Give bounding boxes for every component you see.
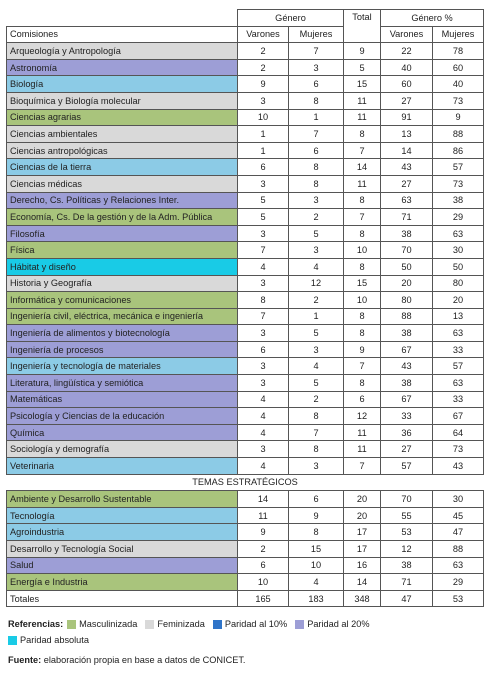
mujeres-pct-header: Mujeres [433, 26, 484, 43]
totals-varones-pct: 47 [381, 590, 433, 607]
row-mujeres: 3 [289, 192, 344, 209]
row-name: Ciencias antropológicas [7, 142, 238, 159]
row-mujeres-pct: 9 [433, 109, 484, 126]
row-mujeres-pct: 45 [433, 507, 484, 524]
table-row [7, 175, 484, 192]
row-varones-pct: 88 [381, 308, 433, 325]
row-varones: 9 [238, 76, 289, 93]
row-mujeres: 8 [289, 524, 344, 541]
row-varones: 7 [238, 308, 289, 325]
row-name: Ingeniería civil, eléctrica, mecánica e ingeniería [7, 308, 238, 325]
row-varones: 1 [238, 142, 289, 159]
row-mujeres-pct: 67 [433, 408, 484, 425]
table-row [7, 59, 484, 76]
row-mujeres-pct: 20 [433, 292, 484, 309]
row-total: 5 [344, 59, 381, 76]
row-mujeres-pct: 40 [433, 76, 484, 93]
table-row [7, 308, 484, 325]
legend-label-paridad-10: Paridad al 10% [224, 619, 288, 629]
row-mujeres-pct: 63 [433, 325, 484, 342]
row-mujeres-pct: 38 [433, 192, 484, 209]
row-varones-pct: 27 [381, 92, 433, 109]
row-total: 8 [344, 375, 381, 392]
totals-label: Totales [7, 590, 238, 607]
table-row [7, 341, 484, 358]
table-row [7, 76, 484, 93]
genero-pct-header: Género % [381, 10, 484, 27]
varones-header: Varones [238, 26, 289, 43]
row-mujeres: 9 [289, 507, 344, 524]
source-label: Fuente: [8, 655, 42, 665]
row-mujeres: 6 [289, 491, 344, 508]
row-name: Química [7, 424, 238, 441]
row-varones-pct: 71 [381, 209, 433, 226]
row-varones: 2 [238, 59, 289, 76]
row-total: 8 [344, 225, 381, 242]
row-mujeres: 5 [289, 225, 344, 242]
row-total: 7 [344, 142, 381, 159]
row-mujeres: 1 [289, 308, 344, 325]
row-name: Arqueología y Antropología [7, 43, 238, 60]
legend-line-1 [8, 617, 378, 631]
row-varones-pct: 13 [381, 126, 433, 143]
row-total: 11 [344, 441, 381, 458]
row-varones-pct: 22 [381, 43, 433, 60]
row-varones: 10 [238, 109, 289, 126]
row-mujeres-pct: 33 [433, 391, 484, 408]
source-note [8, 655, 245, 665]
row-varones-pct: 63 [381, 192, 433, 209]
row-mujeres: 5 [289, 325, 344, 342]
row-name: Ingeniería de procesos [7, 341, 238, 358]
row-varones-pct: 14 [381, 142, 433, 159]
table-row [7, 541, 484, 558]
row-varones-pct: 12 [381, 541, 433, 558]
comisiones-body [7, 43, 484, 474]
table-row [7, 391, 484, 408]
row-total: 7 [344, 458, 381, 475]
row-name: Tecnología [7, 507, 238, 524]
row-name: Informática y comunicaciones [7, 292, 238, 309]
row-total: 7 [344, 358, 381, 375]
row-mujeres: 8 [289, 159, 344, 176]
legend-item-feminizada [145, 617, 205, 631]
row-varones: 10 [238, 574, 289, 591]
row-total: 11 [344, 424, 381, 441]
row-name: Sociología y demografía [7, 441, 238, 458]
table-row [7, 408, 484, 425]
row-total: 11 [344, 109, 381, 126]
row-varones-pct: 33 [381, 408, 433, 425]
row-varones-pct: 60 [381, 76, 433, 93]
section-row [7, 474, 484, 491]
row-name: Ingeniería y tecnología de materiales [7, 358, 238, 375]
row-varones-pct: 91 [381, 109, 433, 126]
row-mujeres-pct: 29 [433, 574, 484, 591]
row-total: 12 [344, 408, 381, 425]
row-varones-pct: 43 [381, 358, 433, 375]
row-total: 20 [344, 507, 381, 524]
totals-mujeres-pct: 53 [433, 590, 484, 607]
varones-pct-header: Varones [381, 26, 433, 43]
row-name: Astronomía [7, 59, 238, 76]
row-mujeres-pct: 13 [433, 308, 484, 325]
table-row [7, 507, 484, 524]
row-mujeres: 3 [289, 242, 344, 259]
row-varones: 3 [238, 358, 289, 375]
row-total: 11 [344, 92, 381, 109]
table-row [7, 159, 484, 176]
row-varones: 6 [238, 341, 289, 358]
table-row [7, 557, 484, 574]
row-varones: 3 [238, 92, 289, 109]
row-varones-pct: 27 [381, 441, 433, 458]
row-varones: 14 [238, 491, 289, 508]
table-row [7, 325, 484, 342]
row-mujeres: 10 [289, 557, 344, 574]
row-mujeres: 7 [289, 43, 344, 60]
row-varones: 6 [238, 159, 289, 176]
row-total: 8 [344, 192, 381, 209]
row-total: 9 [344, 43, 381, 60]
row-mujeres: 8 [289, 92, 344, 109]
table-row [7, 109, 484, 126]
row-mujeres-pct: 47 [433, 524, 484, 541]
row-mujeres: 5 [289, 375, 344, 392]
row-name: Hábitat y diseño [7, 258, 238, 275]
row-varones-pct: 57 [381, 458, 433, 475]
comisiones-header: Comisiones [7, 26, 238, 43]
row-varones: 7 [238, 242, 289, 259]
row-name: Salud [7, 557, 238, 574]
row-name: Filosofía [7, 225, 238, 242]
row-mujeres-pct: 73 [433, 175, 484, 192]
table-row [7, 242, 484, 259]
table-row [7, 441, 484, 458]
row-name: Historia y Geografía [7, 275, 238, 292]
row-total: 15 [344, 275, 381, 292]
row-varones: 1 [238, 126, 289, 143]
row-mujeres: 7 [289, 424, 344, 441]
row-total: 16 [344, 557, 381, 574]
legend-item-masculinizada [67, 617, 137, 631]
comisiones-table [6, 9, 484, 607]
row-total: 11 [344, 175, 381, 192]
row-mujeres: 7 [289, 126, 344, 143]
row-mujeres-pct: 78 [433, 43, 484, 60]
row-mujeres: 2 [289, 209, 344, 226]
row-name: Ambiente y Desarrollo Sustentable [7, 491, 238, 508]
row-name: Agroindustria [7, 524, 238, 541]
row-mujeres: 2 [289, 292, 344, 309]
row-varones-pct: 67 [381, 391, 433, 408]
legend-swatch-paridad-absoluta [8, 636, 17, 645]
row-varones-pct: 38 [381, 325, 433, 342]
table-row [7, 424, 484, 441]
row-total: 14 [344, 574, 381, 591]
row-varones: 4 [238, 408, 289, 425]
row-mujeres: 8 [289, 441, 344, 458]
row-mujeres-pct: 86 [433, 142, 484, 159]
legend-label-paridad-absoluta: Paridad absoluta [20, 635, 89, 645]
row-name: Ciencias médicas [7, 175, 238, 192]
row-varones-pct: 70 [381, 491, 433, 508]
row-mujeres: 8 [289, 408, 344, 425]
legend-line-2 [8, 633, 378, 647]
mujeres-header: Mujeres [289, 26, 344, 43]
table-row [7, 292, 484, 309]
row-mujeres-pct: 50 [433, 258, 484, 275]
legend [8, 617, 378, 647]
table-row [7, 225, 484, 242]
row-varones-pct: 80 [381, 292, 433, 309]
row-varones-pct: 38 [381, 557, 433, 574]
table-row [7, 43, 484, 60]
legend-item-paridad-10 [213, 617, 287, 631]
legend-label-feminizada: Feminizada [157, 619, 205, 629]
row-total: 7 [344, 209, 381, 226]
header-row-sub [7, 26, 484, 43]
legend-label-paridad-20: Paridad al 20% [307, 619, 370, 629]
row-mujeres-pct: 80 [433, 275, 484, 292]
row-name: Biología [7, 76, 238, 93]
row-name: Desarrollo y Tecnología Social [7, 541, 238, 558]
table-row [7, 92, 484, 109]
row-varones: 3 [238, 325, 289, 342]
row-total: 17 [344, 524, 381, 541]
row-mujeres-pct: 88 [433, 126, 484, 143]
row-varones-pct: 55 [381, 507, 433, 524]
row-varones: 3 [238, 375, 289, 392]
row-varones: 3 [238, 175, 289, 192]
row-total: 8 [344, 258, 381, 275]
row-varones: 3 [238, 275, 289, 292]
row-mujeres-pct: 29 [433, 209, 484, 226]
row-name: Veterinaria [7, 458, 238, 475]
row-varones: 4 [238, 458, 289, 475]
table-row [7, 275, 484, 292]
legend-swatch-paridad-20 [295, 620, 304, 629]
legend-label-masculinizada: Masculinizada [79, 619, 138, 629]
totals-mujeres: 183 [289, 590, 344, 607]
row-varones-pct: 40 [381, 59, 433, 76]
row-varones-pct: 20 [381, 275, 433, 292]
row-varones: 4 [238, 424, 289, 441]
row-total: 10 [344, 242, 381, 259]
row-total: 14 [344, 159, 381, 176]
table-row [7, 192, 484, 209]
row-name: Ciencias agrarias [7, 109, 238, 126]
legend-item-paridad-absoluta [8, 633, 89, 647]
row-mujeres-pct: 63 [433, 225, 484, 242]
row-mujeres: 4 [289, 574, 344, 591]
row-name: Ingeniería de alimentos y biotecnología [7, 325, 238, 342]
row-total: 6 [344, 391, 381, 408]
row-varones: 5 [238, 192, 289, 209]
row-varones: 11 [238, 507, 289, 524]
row-varones: 3 [238, 441, 289, 458]
row-varones-pct: 70 [381, 242, 433, 259]
legend-title: Referencias: [8, 619, 64, 629]
totals-varones: 165 [238, 590, 289, 607]
row-varones: 4 [238, 391, 289, 408]
row-name: Bioquímica y Biología molecular [7, 92, 238, 109]
row-mujeres-pct: 33 [433, 341, 484, 358]
row-name: Física [7, 242, 238, 259]
legend-swatch-paridad-10 [213, 620, 222, 629]
row-mujeres-pct: 73 [433, 441, 484, 458]
row-varones: 2 [238, 43, 289, 60]
row-mujeres: 3 [289, 341, 344, 358]
row-mujeres: 2 [289, 391, 344, 408]
row-mujeres-pct: 43 [433, 458, 484, 475]
row-mujeres-pct: 64 [433, 424, 484, 441]
table-row [7, 142, 484, 159]
row-name: Energía e Industria [7, 574, 238, 591]
table-row [7, 358, 484, 375]
table-row [7, 209, 484, 226]
totals-row [7, 590, 484, 607]
row-mujeres: 12 [289, 275, 344, 292]
row-total: 20 [344, 491, 381, 508]
row-varones-pct: 67 [381, 341, 433, 358]
row-mujeres-pct: 57 [433, 159, 484, 176]
row-varones-pct: 36 [381, 424, 433, 441]
row-varones-pct: 27 [381, 175, 433, 192]
row-mujeres: 1 [289, 109, 344, 126]
row-total: 8 [344, 126, 381, 143]
legend-item-paridad-20 [295, 617, 369, 631]
row-varones-pct: 38 [381, 375, 433, 392]
table-row [7, 375, 484, 392]
row-mujeres: 3 [289, 59, 344, 76]
row-mujeres-pct: 63 [433, 375, 484, 392]
total-header: Total [344, 10, 381, 43]
row-name: Derecho, Cs. Políticas y Relaciones Inter. [7, 192, 238, 209]
row-name: Ciencias de la tierra [7, 159, 238, 176]
row-mujeres: 6 [289, 76, 344, 93]
row-mujeres: 4 [289, 258, 344, 275]
row-varones: 8 [238, 292, 289, 309]
row-varones-pct: 38 [381, 225, 433, 242]
section-title: TEMAS ESTRATÉGICOS [7, 474, 484, 491]
row-total: 9 [344, 341, 381, 358]
row-name: Ciencias ambientales [7, 126, 238, 143]
row-mujeres-pct: 30 [433, 491, 484, 508]
row-mujeres: 6 [289, 142, 344, 159]
row-name: Economía, Cs. De la gestión y de la Adm. Pública [7, 209, 238, 226]
table-row [7, 458, 484, 475]
row-mujeres-pct: 73 [433, 92, 484, 109]
totals-total: 348 [344, 590, 381, 607]
row-mujeres-pct: 57 [433, 358, 484, 375]
row-mujeres: 4 [289, 358, 344, 375]
row-varones: 2 [238, 541, 289, 558]
table-row [7, 126, 484, 143]
source-text: elaboración propia en base a datos de CONICET. [43, 655, 246, 665]
row-total: 15 [344, 76, 381, 93]
row-varones-pct: 50 [381, 258, 433, 275]
row-total: 10 [344, 292, 381, 309]
row-total: 17 [344, 541, 381, 558]
row-mujeres: 15 [289, 541, 344, 558]
row-varones: 4 [238, 258, 289, 275]
row-varones-pct: 71 [381, 574, 433, 591]
row-total: 8 [344, 325, 381, 342]
row-varones-pct: 43 [381, 159, 433, 176]
row-mujeres: 3 [289, 458, 344, 475]
row-mujeres-pct: 30 [433, 242, 484, 259]
legend-swatch-masculinizada [67, 620, 76, 629]
row-varones: 3 [238, 225, 289, 242]
row-mujeres-pct: 60 [433, 59, 484, 76]
row-mujeres-pct: 88 [433, 541, 484, 558]
row-varones: 5 [238, 209, 289, 226]
table-row [7, 491, 484, 508]
row-mujeres: 8 [289, 175, 344, 192]
row-name: Matemáticas [7, 391, 238, 408]
table-row [7, 258, 484, 275]
row-name: Literatura, lingüística y semiótica [7, 375, 238, 392]
row-mujeres-pct: 63 [433, 557, 484, 574]
row-varones: 6 [238, 557, 289, 574]
header-row-top [7, 10, 484, 27]
legend-swatch-feminizada [145, 620, 154, 629]
table-row [7, 524, 484, 541]
genero-header: Género [238, 10, 344, 27]
row-varones-pct: 53 [381, 524, 433, 541]
table-row [7, 574, 484, 591]
row-total: 8 [344, 308, 381, 325]
row-name: Psicología y Ciencias de la educación [7, 408, 238, 425]
strategic-body [7, 491, 484, 591]
row-varones: 9 [238, 524, 289, 541]
